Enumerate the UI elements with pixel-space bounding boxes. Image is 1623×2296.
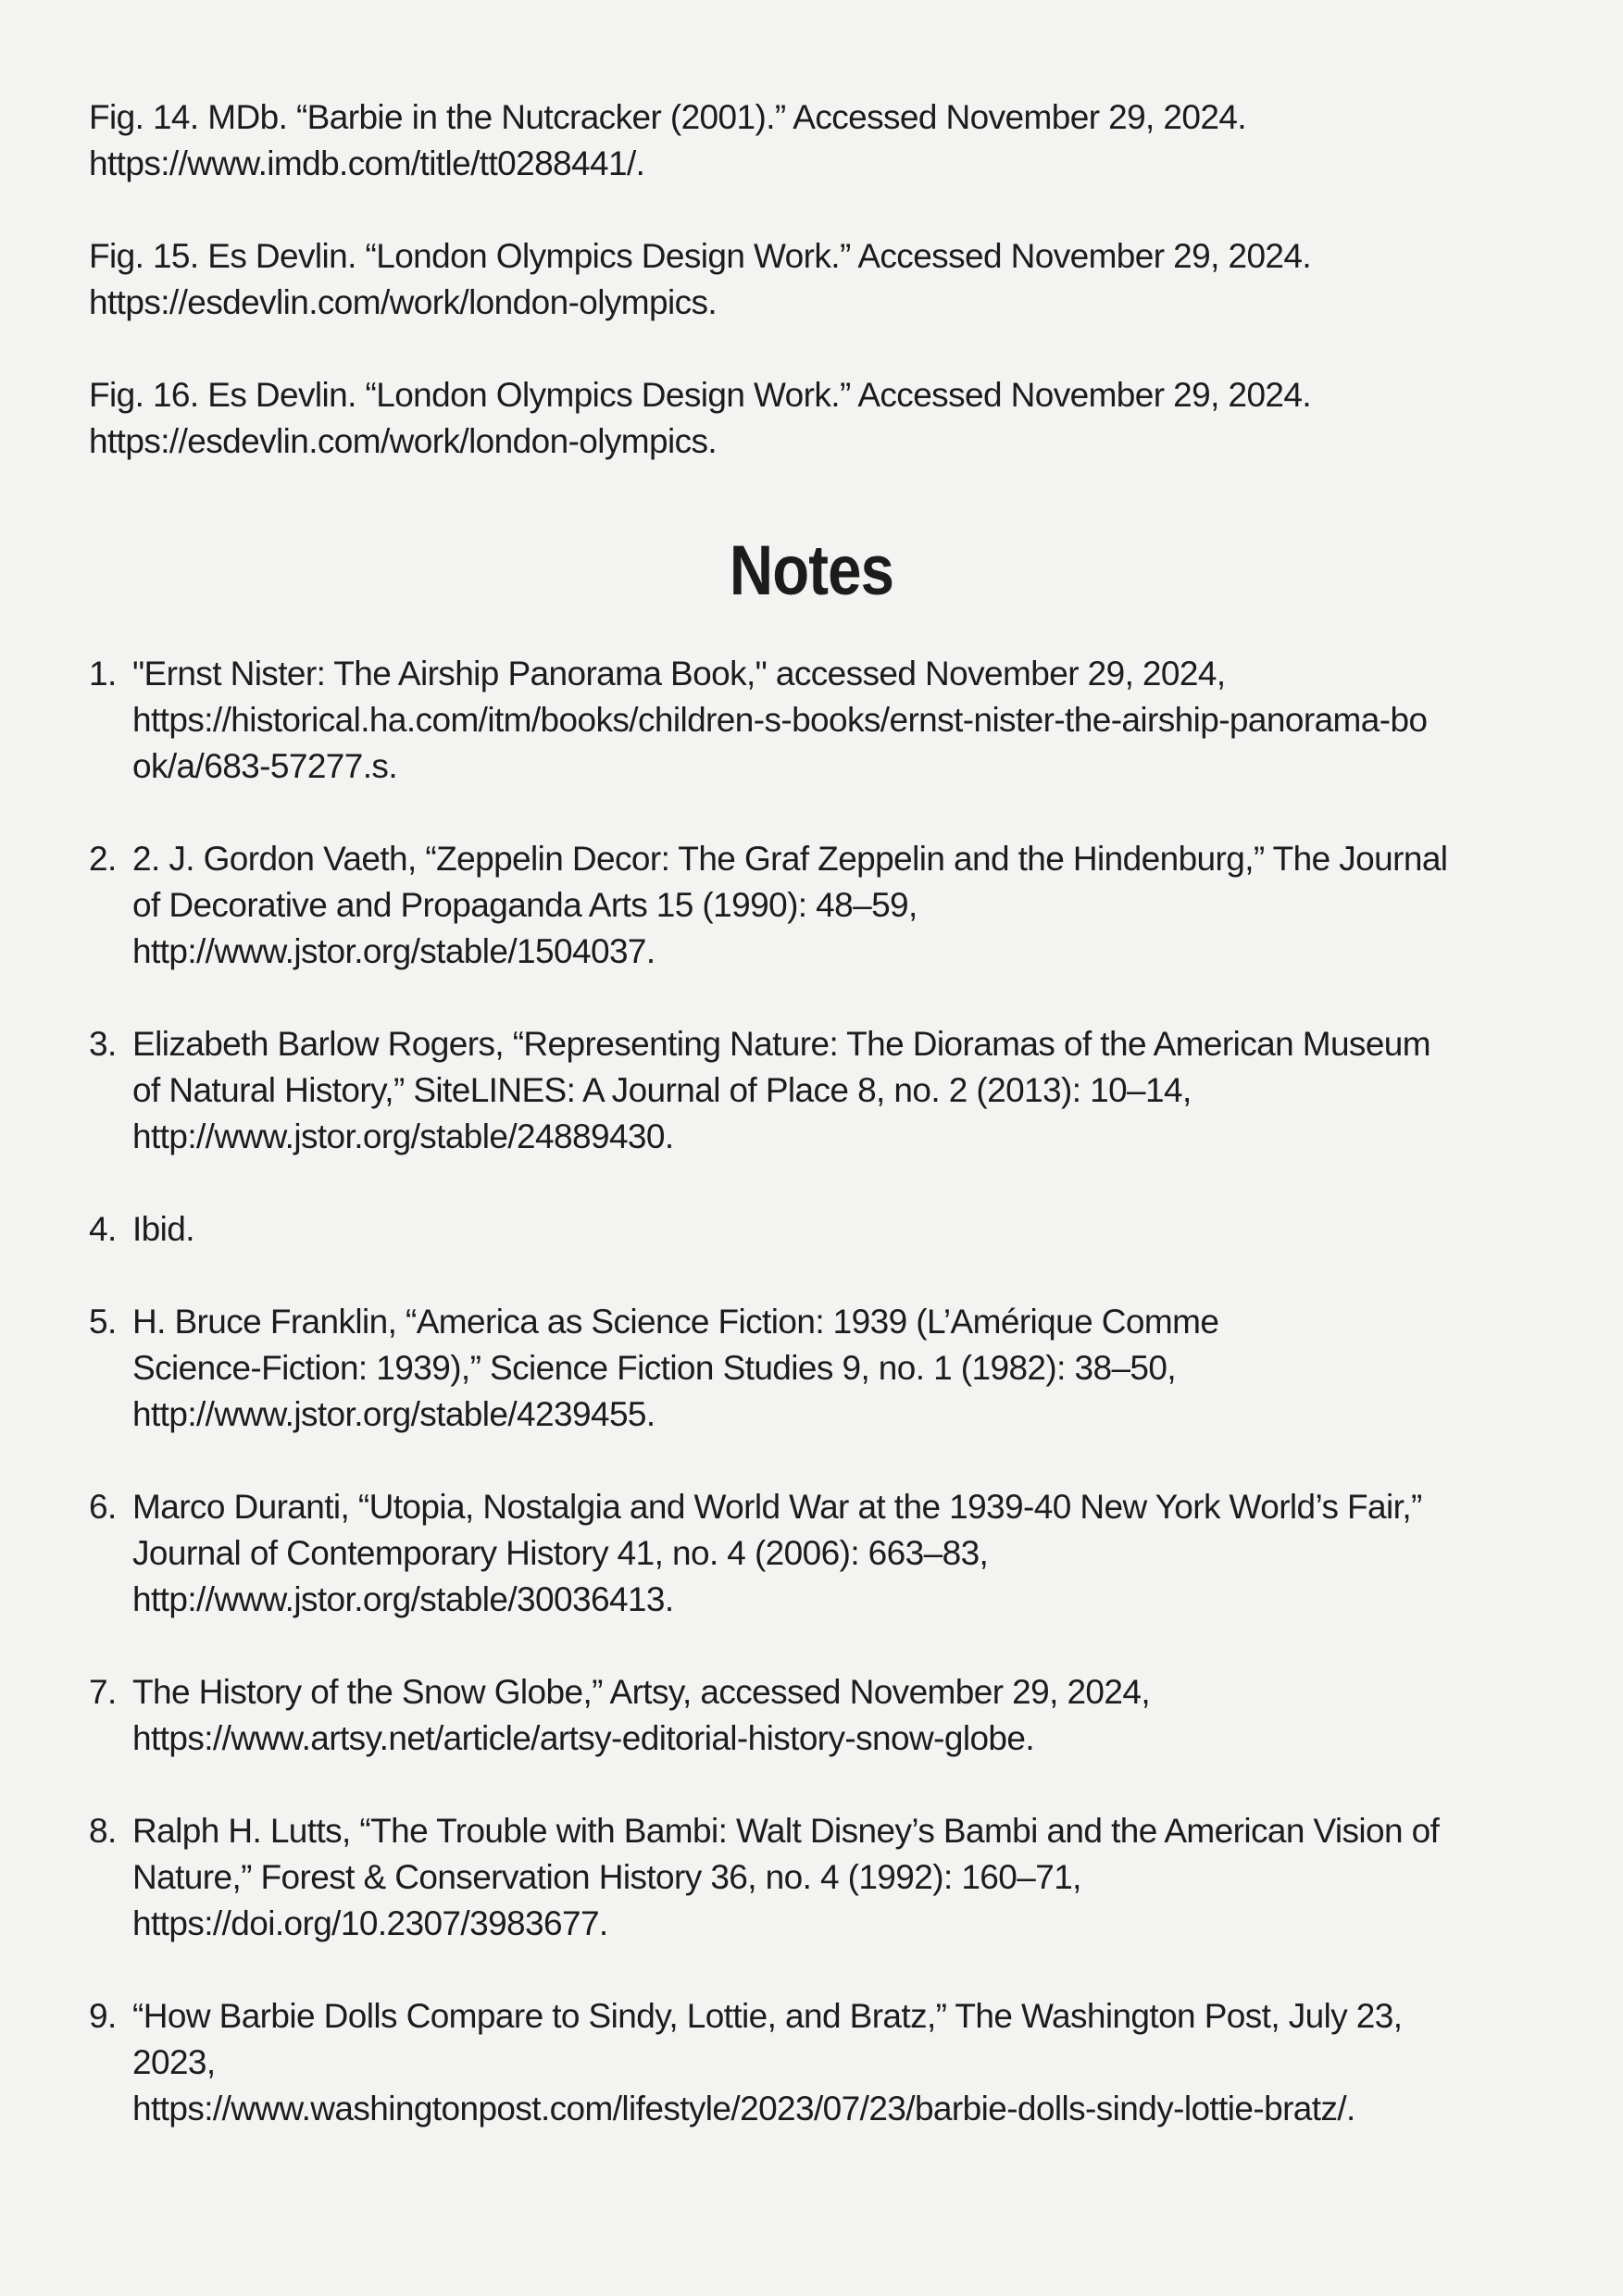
note-item-5 xyxy=(89,1299,1570,1438)
note-line: H. Bruce Franklin, “America as Science Fiction: 1939 (L’Amérique Comme xyxy=(132,1303,1219,1341)
note-number: 6. xyxy=(89,1488,117,1526)
note-item-9 xyxy=(89,1993,1570,2132)
note-number: 2. xyxy=(89,840,117,878)
note-item-8 xyxy=(89,1808,1570,1947)
note-line: https://www.washingtonpost.com/lifestyle/2023/07/23/barbie-dolls-sindy-lottie-bratz/. xyxy=(132,2090,1355,2128)
note-line: The History of the Snow Globe,” Artsy, accessed November 29, 2024, xyxy=(132,1673,1151,1711)
note-line: http://www.jstor.org/stable/4239455. xyxy=(132,1395,655,1433)
notes-list xyxy=(89,651,1570,2132)
figure-credit-15 xyxy=(89,233,1533,326)
figure-credits xyxy=(89,94,1533,511)
note-number: 7. xyxy=(89,1673,117,1711)
note-number: 4. xyxy=(89,1210,117,1248)
note-line: http://www.jstor.org/stable/24889430. xyxy=(132,1117,674,1155)
note-line: Nature,” Forest & Conservation History 36, no. 4 (1992): 160–71, xyxy=(132,1858,1081,1896)
figure-credit-text: Fig. 14. MDb. “Barbie in the Nutcracker (2001).” Accessed November 29, 2024. xyxy=(89,98,1246,136)
figure-credit-url: https://esdevlin.com/work/london-olympics. xyxy=(89,422,718,460)
note-line: Ralph H. Lutts, “The Trouble with Bambi: Walt Disney’s Bambi and the American Vision of xyxy=(132,1812,1440,1850)
note-item-1 xyxy=(89,651,1570,790)
note-number: 3. xyxy=(89,1025,117,1063)
note-line: Journal of Contemporary History 41, no. 4 (2006): 663–83, xyxy=(132,1534,989,1572)
note-item-7 xyxy=(89,1669,1570,1762)
note-number: 8. xyxy=(89,1812,117,1850)
notes-heading: Notes xyxy=(729,531,894,610)
note-line: of Decorative and Propaganda Arts 15 (1990): 48–59, xyxy=(132,886,918,924)
note-number: 9. xyxy=(89,1997,117,2035)
note-line: 2023, xyxy=(132,2043,216,2081)
note-line: ok/a/683-57277.s. xyxy=(132,747,398,785)
note-line: “How Barbie Dolls Compare to Sindy, Lottie, and Bratz,” The Washington Post, July 23, xyxy=(132,1997,1403,2035)
note-line: 2. J. Gordon Vaeth, “Zeppelin Decor: The Graf Zeppelin and the Hindenburg,” The Journal xyxy=(132,840,1448,878)
figure-credit-text: Fig. 15. Es Devlin. “London Olympics Design Work.” Accessed November 29, 2024. xyxy=(89,237,1312,275)
note-line: Ibid. xyxy=(132,1210,194,1248)
figure-credit-url: https://esdevlin.com/work/london-olympics. xyxy=(89,283,718,321)
figure-credit-14 xyxy=(89,94,1533,187)
note-line: Marco Duranti, “Utopia, Nostalgia and World War at the 1939-40 New York World’s Fair,” xyxy=(132,1488,1422,1526)
note-item-2 xyxy=(89,836,1570,975)
note-number: 1. xyxy=(89,655,117,693)
note-line: Elizabeth Barlow Rogers, “Representing Nature: The Dioramas of the American Museum xyxy=(132,1025,1431,1063)
note-item-4 xyxy=(89,1206,1570,1253)
note-item-6 xyxy=(89,1484,1570,1623)
note-number: 5. xyxy=(89,1303,117,1341)
note-line: of Natural History,” SiteLINES: A Journal of Place 8, no. 2 (2013): 10–14, xyxy=(132,1071,1192,1109)
figure-credit-text: Fig. 16. Es Devlin. “London Olympics Design Work.” Accessed November 29, 2024. xyxy=(89,376,1312,414)
note-line: https://historical.ha.com/itm/books/children-s-books/ernst-nister-the-airship-panorama-bo xyxy=(132,701,1428,739)
figure-credit-url: https://www.imdb.com/title/tt0288441/. xyxy=(89,144,645,182)
note-line: https://doi.org/10.2307/3983677. xyxy=(132,1904,608,1942)
note-line: Science-Fiction: 1939),” Science Fiction Studies 9, no. 1 (1982): 38–50, xyxy=(132,1349,1177,1387)
note-line: http://www.jstor.org/stable/1504037. xyxy=(132,932,655,970)
note-line: https://www.artsy.net/article/artsy-editorial-history-snow-globe. xyxy=(132,1719,1035,1757)
note-item-3 xyxy=(89,1021,1570,1160)
figure-credit-16 xyxy=(89,372,1533,465)
note-line: http://www.jstor.org/stable/30036413. xyxy=(132,1580,674,1618)
note-line: "Ernst Nister: The Airship Panorama Book," accessed November 29, 2024, xyxy=(132,655,1226,693)
